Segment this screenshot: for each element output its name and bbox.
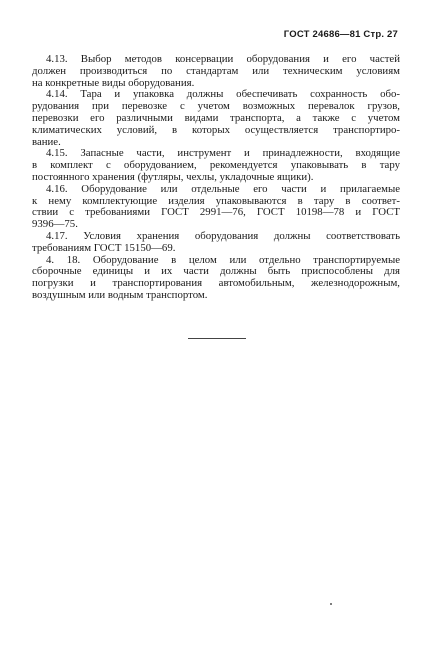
text-line: постоянного хранения (футляры, чехлы, укладочные ящики). — [32, 170, 314, 183]
text-line: 4. 18. Оборудование в целом или отдельно транспортируемые — [46, 253, 400, 266]
text-line: вание. — [32, 135, 61, 148]
text-line: сборочные единицы и их части должны быть приспособлены для — [32, 265, 400, 278]
text-line: на конкретные виды оборудования. — [32, 76, 195, 89]
paragraph-4-15 — [32, 148, 400, 183]
text-line: воздушным или водным транспортом. — [32, 288, 208, 301]
section-divider — [188, 338, 246, 339]
text-line: перевозки его различными видами транспорта, а также с учетом — [32, 111, 400, 124]
text-line: 9396—75. — [32, 218, 78, 231]
paragraph-4-18 — [32, 255, 400, 302]
text-line: 4.14. Тара и упаковка должны обеспечивать сохранность обо- — [46, 88, 400, 101]
paragraph-4-16 — [32, 184, 400, 231]
paragraph-4-17 — [32, 231, 400, 255]
text-line: климатических условий, в которых осуществляется транспортиро- — [32, 123, 400, 136]
text-line: требованиям ГОСТ 15150—69. — [32, 241, 176, 254]
text-line: 4.15. Запасные части, инструмент и принадлежности, входящие — [46, 147, 400, 160]
text-line: погрузки и транспортирования автомобильным, железнодорожным, — [32, 277, 400, 290]
text-line: к нему комплектующие изделия упаковываются в тару в соответ- — [32, 194, 400, 207]
text-line: рудования при перевозке с учетом возможных перевалок грузов, — [32, 100, 400, 113]
text-line: должен производиться по стандартам или техническим условиям — [32, 64, 400, 77]
text-line: ствии с требованиями ГОСТ 2991—76, ГОСТ 10198—78 и ГОСТ — [32, 206, 400, 219]
text-line: в комплект с оборудованием, рекомендуется упаковывать в тару — [32, 159, 400, 172]
text-line: 4.17. Условия хранения оборудования должны соответствовать — [46, 229, 400, 242]
paragraph-4-13 — [32, 54, 400, 89]
running-header: ГОСТ 24686—81 Стр. 27 — [283, 29, 398, 40]
paragraph-4-14 — [32, 89, 400, 148]
text-line: 4.13. Выбор методов консервации оборудования и его частей — [46, 53, 400, 65]
text-line: 4.16. Оборудование или отдельные его части и прилагаемые — [46, 182, 400, 195]
scan-speck — [330, 603, 332, 605]
document-body — [32, 54, 400, 302]
